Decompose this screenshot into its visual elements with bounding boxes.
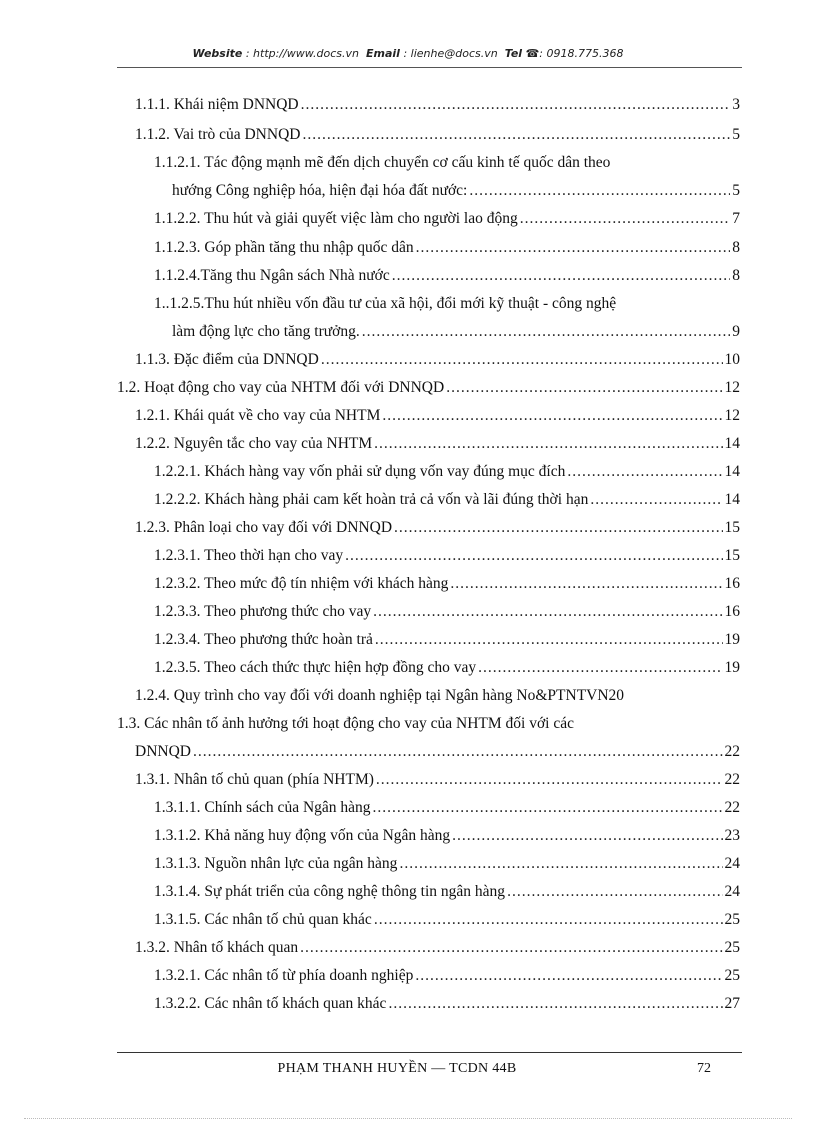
toc-entry: 1.3.2. Nhân tố khách quan ..... 25 xyxy=(135,937,740,959)
toc-entry-line: 1.1.2.1. Tác động mạnh mẽ đến dịch chuyển cơ cấu kinh tế quốc dân theo xyxy=(154,154,611,171)
toc-entry: 1.2.2. Nguyên tắc cho vay của NHTM ..... 14 xyxy=(135,433,740,455)
toc-entry: 1.2.3.2. Theo mức độ tín nhiệm với khách hàng ..... 16 xyxy=(154,573,740,595)
toc-entry: hướng Công nghiệp hóa, hiện đại hóa đất nước: ..... 5 xyxy=(172,180,740,202)
email-label: Email xyxy=(366,47,400,60)
tel-label: Tel xyxy=(504,47,523,60)
phone-icon: ☎ xyxy=(525,47,540,60)
toc-entry: 1.1.2. Vai trò của DNNQD ..... 5 xyxy=(135,124,740,146)
email-value: : lienhe@docs.vn xyxy=(403,47,498,60)
toc-entry: DNNQD ..... 22 xyxy=(135,741,740,763)
toc-entry-line: 1.3. Các nhân tố ảnh hưởng tới hoạt động cho vay của NHTM đối với các xyxy=(117,715,574,732)
toc-entry: 1.2.1. Khái quát về cho vay của NHTM ..... 12 xyxy=(135,405,740,427)
toc-entry: 1.3.1.5. Các nhân tố chủ quan khác ..... 25 xyxy=(154,909,740,931)
toc-entry: 1.2.3.3. Theo phương thức cho vay ..... 16 xyxy=(154,601,740,623)
page-bottom-border xyxy=(24,1118,792,1119)
toc-entry: 1.2. Hoạt động cho vay của NHTM đối với DNNQD ..... 12 xyxy=(117,377,740,399)
toc-entry: 1.2.3. Phân loại cho vay đối với DNNQD ..... 15 xyxy=(135,517,740,539)
toc-entry: 1.1.3. Đặc điểm của DNNQD ..... 10 xyxy=(135,349,740,371)
toc-entry: 1.3.1.3. Nguồn nhân lực của ngân hàng ..... 24 xyxy=(154,853,740,875)
toc-entry: 1.3.2.1. Các nhân tố từ phía doanh nghiệp ..... 25 xyxy=(154,965,740,987)
header-divider xyxy=(117,67,742,68)
page-header xyxy=(0,47,816,60)
toc-entry: 1.1.2.2. Thu hút và giải quyết việc làm cho người lao động ..... 7 xyxy=(154,208,740,230)
toc-entry-line: 1.2.4. Quy trình cho vay đối với doanh nghiệp tại Ngân hàng No&PTNTVN20 xyxy=(135,687,625,704)
toc-entry: 1.2.2.1. Khách hàng vay vốn phải sử dụng vốn vay đúng mục đích ..... 14 xyxy=(154,461,740,483)
tel-value: : 0918.775.368 xyxy=(539,47,624,60)
toc-entry: 1.2.3.4. Theo phương thức hoàn trả ..... 19 xyxy=(154,629,740,651)
toc-entry: 1.2.2.2. Khách hàng phải cam kết hoàn trả cả vốn và lãi đúng thời hạn ..... 14 xyxy=(154,489,740,511)
toc-entry: 1.3.1.4. Sự phát triển của công nghệ thông tin ngân hàng ..... 24 xyxy=(154,881,740,903)
footer-author: PHẠM THANH HUYỀN — TCDN 44B xyxy=(277,1061,517,1076)
toc-entry: 1.1.2.4.Tăng thu Ngân sách Nhà nước ..... 8 xyxy=(154,265,740,287)
website-value: : http://www.docs.vn xyxy=(245,47,360,60)
toc-entry: 1.3.2.2. Các nhân tố khách quan khác ..... 27 xyxy=(154,993,740,1015)
website-label: Website xyxy=(192,47,243,60)
footer-divider xyxy=(117,1052,742,1053)
toc-entry: làm động lực cho tăng trưởng. ..... 9 xyxy=(172,321,740,343)
toc-entry-line: 1..1.2.5.Thu hút nhiều vốn đầu tư của xã hội, đổi mới kỹ thuật - công nghệ xyxy=(154,295,617,312)
toc-entry: 1.2.3.1. Theo thời hạn cho vay ..... 15 xyxy=(154,545,740,567)
toc-entry: 1.2.3.5. Theo cách thức thực hiện hợp đồng cho vay ..... 19 xyxy=(154,657,740,679)
toc-entry: 1.1.1. Khái niệm DNNQD ..... 3 xyxy=(135,94,740,116)
toc-entry: 1.3.1.2. Khả năng huy động vốn của Ngân hàng ..... 23 xyxy=(154,825,740,847)
toc-entry: 1.3.1.1. Chính sách của Ngân hàng ..... 22 xyxy=(154,797,740,819)
toc-entry: 1.3.1. Nhân tố chủ quan (phía NHTM) ..... 22 xyxy=(135,769,740,791)
toc-entry: 1.1.2.3. Góp phần tăng thu nhập quốc dân ..... 8 xyxy=(154,237,740,259)
footer-page-number: 72 xyxy=(697,1061,711,1076)
